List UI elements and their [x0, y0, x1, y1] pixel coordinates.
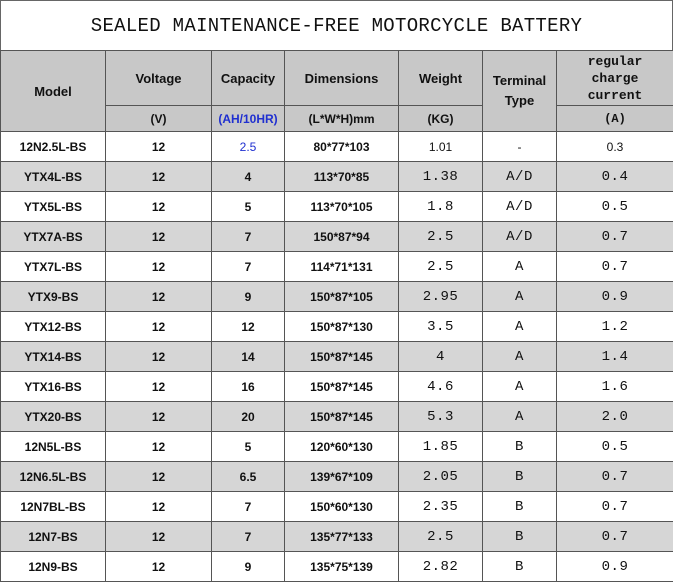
cell-model: YTX14-BS: [1, 342, 106, 372]
page-title: SEALED MAINTENANCE-FREE MOTORCYCLE BATTERY: [0, 0, 673, 50]
cell-capacity: 20: [212, 402, 285, 432]
cell-model: 12N7BL-BS: [1, 492, 106, 522]
table-row: [1, 372, 673, 402]
table-row: [1, 432, 673, 462]
cell-model: YTX12-BS: [1, 312, 106, 342]
header-voltage: Voltage: [106, 51, 212, 106]
table-row: [1, 192, 673, 222]
cell-model: 12N5L-BS: [1, 432, 106, 462]
cell-model: YTX7L-BS: [1, 252, 106, 282]
unit-weight: (KG): [399, 106, 483, 132]
cell-charge: 0.5: [557, 432, 673, 462]
cell-terminal: A: [483, 252, 557, 282]
cell-dimensions: 150*60*130: [285, 492, 399, 522]
cell-charge: 0.3: [557, 132, 673, 162]
table-row: [1, 312, 673, 342]
table-row: [1, 402, 673, 432]
cell-weight: 2.5: [399, 252, 483, 282]
cell-model: 12N6.5L-BS: [1, 462, 106, 492]
cell-dimensions: 150*87*94: [285, 222, 399, 252]
table-row: [1, 462, 673, 492]
cell-capacity: 12: [212, 312, 285, 342]
cell-voltage: 12: [106, 222, 212, 252]
cell-terminal: B: [483, 432, 557, 462]
cell-charge: 0.7: [557, 252, 673, 282]
cell-capacity: 16: [212, 372, 285, 402]
cell-voltage: 12: [106, 402, 212, 432]
cell-terminal: A/D: [483, 162, 557, 192]
cell-model: YTX4L-BS: [1, 162, 106, 192]
cell-weight: 1.38: [399, 162, 483, 192]
cell-terminal: -: [483, 132, 557, 162]
cell-charge: 1.2: [557, 312, 673, 342]
cell-model: 12N2.5L-BS: [1, 132, 106, 162]
cell-charge: 0.7: [557, 222, 673, 252]
cell-weight: 3.5: [399, 312, 483, 342]
cell-charge: 0.5: [557, 192, 673, 222]
cell-model: YTX9-BS: [1, 282, 106, 312]
cell-dimensions: 139*67*109: [285, 462, 399, 492]
cell-capacity: 5: [212, 192, 285, 222]
table-row: [1, 522, 673, 552]
cell-voltage: 12: [106, 522, 212, 552]
cell-weight: 2.5: [399, 222, 483, 252]
cell-dimensions: 150*87*145: [285, 342, 399, 372]
cell-terminal: A: [483, 312, 557, 342]
cell-voltage: 12: [106, 132, 212, 162]
cell-capacity: 7: [212, 522, 285, 552]
table-row: [1, 342, 673, 372]
header-charge-line1: regular: [587, 53, 643, 69]
cell-terminal: B: [483, 522, 557, 552]
header-dimensions: Dimensions: [285, 51, 399, 106]
unit-charge: (A): [557, 106, 673, 132]
cell-capacity: 5: [212, 432, 285, 462]
cell-weight: 2.05: [399, 462, 483, 492]
table-row: [1, 132, 673, 162]
cell-voltage: 12: [106, 162, 212, 192]
cell-weight: 1.8: [399, 192, 483, 222]
cell-charge: 0.7: [557, 492, 673, 522]
cell-model: 12N7-BS: [1, 522, 106, 552]
cell-terminal: A: [483, 402, 557, 432]
cell-terminal: A/D: [483, 192, 557, 222]
cell-dimensions: 120*60*130: [285, 432, 399, 462]
cell-voltage: 12: [106, 252, 212, 282]
header-model: Model: [1, 51, 106, 132]
cell-model: YTX20-BS: [1, 402, 106, 432]
header-charge-line3: current: [587, 87, 643, 103]
table-row: [1, 492, 673, 522]
cell-model: YTX5L-BS: [1, 192, 106, 222]
header-weight: Weight: [399, 51, 483, 106]
battery-spec-table: [0, 50, 673, 582]
cell-terminal: A/D: [483, 222, 557, 252]
cell-voltage: 12: [106, 312, 212, 342]
cell-voltage: 12: [106, 552, 212, 582]
cell-charge: 0.4: [557, 162, 673, 192]
cell-dimensions: 150*87*145: [285, 402, 399, 432]
cell-voltage: 12: [106, 432, 212, 462]
header-terminal-type: Terminal Type: [483, 51, 557, 132]
cell-weight: 5.3: [399, 402, 483, 432]
cell-charge: 0.9: [557, 282, 673, 312]
cell-terminal: B: [483, 492, 557, 522]
cell-model: YTX16-BS: [1, 372, 106, 402]
cell-voltage: 12: [106, 192, 212, 222]
unit-dimensions: (L*W*H)mm: [285, 106, 399, 132]
cell-charge: 0.7: [557, 522, 673, 552]
unit-voltage: (V): [106, 106, 212, 132]
cell-capacity: 7: [212, 222, 285, 252]
cell-model: 12N9-BS: [1, 552, 106, 582]
cell-dimensions: 114*71*131: [285, 252, 399, 282]
cell-voltage: 12: [106, 282, 212, 312]
cell-voltage: 12: [106, 462, 212, 492]
table-row: [1, 552, 673, 582]
cell-terminal: A: [483, 282, 557, 312]
cell-charge: 0.9: [557, 552, 673, 582]
cell-capacity: 9: [212, 282, 285, 312]
cell-voltage: 12: [106, 342, 212, 372]
table-row: [1, 282, 673, 312]
cell-voltage: 12: [106, 372, 212, 402]
cell-terminal: B: [483, 462, 557, 492]
cell-dimensions: 150*87*105: [285, 282, 399, 312]
cell-terminal: B: [483, 552, 557, 582]
cell-weight: 2.82: [399, 552, 483, 582]
cell-dimensions: 150*87*145: [285, 372, 399, 402]
cell-weight: 1.85: [399, 432, 483, 462]
header-capacity: Capacity: [212, 51, 285, 106]
unit-capacity: (AH/10HR): [212, 106, 285, 132]
cell-dimensions: 150*87*130: [285, 312, 399, 342]
header-row: [1, 51, 673, 106]
cell-charge: 1.6: [557, 372, 673, 402]
cell-capacity: 7: [212, 492, 285, 522]
cell-dimensions: 135*77*133: [285, 522, 399, 552]
cell-dimensions: 113*70*105: [285, 192, 399, 222]
header-charge-line2: charge: [591, 70, 639, 86]
cell-charge: 0.7: [557, 462, 673, 492]
cell-capacity: 14: [212, 342, 285, 372]
cell-capacity: 7: [212, 252, 285, 282]
cell-dimensions: 135*75*139: [285, 552, 399, 582]
cell-dimensions: 113*70*85: [285, 162, 399, 192]
cell-weight: 4.6: [399, 372, 483, 402]
header-charge-current: [557, 51, 673, 106]
cell-charge: 2.0: [557, 402, 673, 432]
cell-terminal: A: [483, 372, 557, 402]
table-row: [1, 252, 673, 282]
cell-capacity: 4: [212, 162, 285, 192]
cell-capacity: 2.5: [212, 132, 285, 162]
cell-capacity: 9: [212, 552, 285, 582]
cell-dimensions: 80*77*103: [285, 132, 399, 162]
cell-charge: 1.4: [557, 342, 673, 372]
cell-weight: 2.95: [399, 282, 483, 312]
table-row: [1, 222, 673, 252]
cell-voltage: 12: [106, 492, 212, 522]
cell-weight: 4: [399, 342, 483, 372]
cell-model: YTX7A-BS: [1, 222, 106, 252]
cell-capacity: 6.5: [212, 462, 285, 492]
table-row: [1, 162, 673, 192]
cell-weight: 2.35: [399, 492, 483, 522]
cell-weight: 1.01: [399, 132, 483, 162]
cell-terminal: A: [483, 342, 557, 372]
cell-weight: 2.5: [399, 522, 483, 552]
